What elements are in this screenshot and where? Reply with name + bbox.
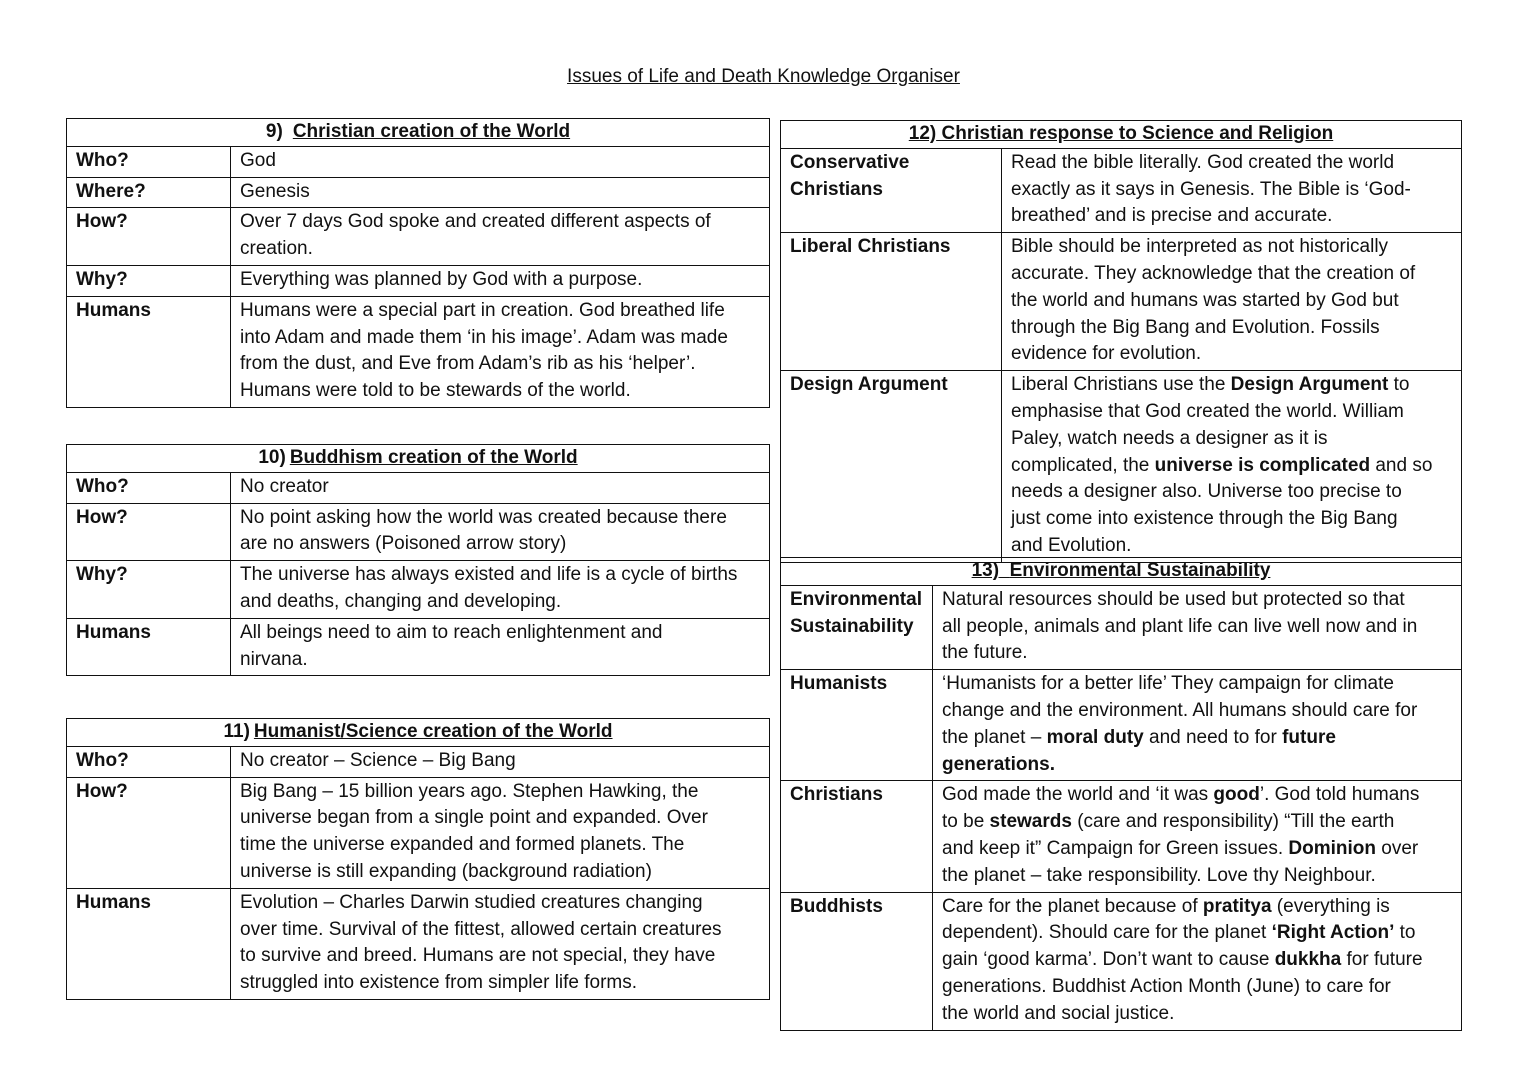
christian-creation-table bbox=[66, 118, 770, 408]
row-text: Big Bang – 15 billion years ago. Stephen Hawking, the universe began from a single point and expanded. Over time the universe expanded and formed planets. The universe is still expanding (background radiation) bbox=[231, 777, 770, 888]
section-title: Humanist/Science creation of the World bbox=[253, 721, 613, 742]
table-header-row bbox=[781, 558, 1462, 586]
bold-term: moral duty bbox=[1046, 726, 1144, 748]
row-label: Why? bbox=[67, 561, 231, 619]
row-label: Where? bbox=[67, 177, 231, 208]
section-number: 12) bbox=[908, 123, 937, 144]
table-header-row bbox=[67, 445, 770, 473]
table-row bbox=[781, 892, 1462, 1030]
row-label: Who? bbox=[67, 472, 231, 503]
row-text: No creator – Science – Big Bang bbox=[231, 746, 770, 777]
bold-term: dukkha bbox=[1274, 949, 1342, 971]
row-text: Liberal Christians use the Design Argument to emphasise that God created the world. William Paley, watch needs a designer as it is complicated, the universe is complicated and so needs a designer also. Universe too precise to just come into existence through the Big Bang and Evolution. bbox=[1002, 371, 1462, 563]
row-label: Humans bbox=[67, 296, 231, 407]
table-row bbox=[67, 777, 770, 888]
bold-term: pratitya bbox=[1202, 895, 1272, 917]
row-text: Natural resources should be used but protected so that all people, animals and plant life can live well now and in the future. bbox=[933, 585, 1462, 669]
bold-term: stewards bbox=[989, 811, 1072, 833]
section-title: Christian creation of the World bbox=[292, 121, 571, 142]
bold-term: ‘Right Action’ bbox=[1271, 922, 1395, 944]
bold-term: good bbox=[1213, 784, 1260, 806]
table-row bbox=[781, 233, 1462, 371]
row-text: No point asking how the world was created because there are no answers (Poisoned arrow story) bbox=[231, 503, 770, 561]
row-label bbox=[781, 148, 1002, 232]
table-row bbox=[67, 618, 770, 676]
buddhism-creation-heading bbox=[67, 445, 770, 473]
page-title: Issues of Life and Death Knowledge Organiser bbox=[567, 66, 960, 87]
humanist-creation-heading bbox=[67, 719, 770, 747]
section-title: Christian response to Science and Religion bbox=[941, 123, 1334, 144]
row-label: Who? bbox=[67, 146, 231, 177]
row-text: Humans were a special part in creation. God breathed life into Adam and made them ‘in his image’. Adam was made from the dust, and Eve from Adam’s rib as his ‘helper’. Humans were told to be stewards of the world. bbox=[231, 296, 770, 407]
row-text: The universe has always existed and life is a cycle of births and deaths, changing and developing. bbox=[231, 561, 770, 619]
row-label: How? bbox=[67, 777, 231, 888]
sustainability-heading bbox=[781, 558, 1462, 586]
row-text: God made the world and ‘it was good’. God told humans to be stewards (care and responsibility) “Till the earth and keep it” Campaign for Green issues. Dominion over the planet – take responsibility. Love thy Neighbour. bbox=[933, 781, 1462, 892]
row-label: Liberal Christians bbox=[781, 233, 1002, 371]
table-row bbox=[781, 148, 1462, 232]
section-number: 10) bbox=[258, 447, 286, 468]
table-row bbox=[67, 561, 770, 619]
table-row bbox=[781, 371, 1462, 563]
label-line: Sustainability bbox=[790, 615, 914, 637]
label-line: Environmental bbox=[790, 588, 922, 610]
table-row bbox=[67, 208, 770, 266]
sustainability-table bbox=[780, 557, 1462, 1031]
table-row bbox=[781, 781, 1462, 892]
table-row bbox=[67, 503, 770, 561]
table-header-row bbox=[67, 119, 770, 147]
table-header-row bbox=[781, 121, 1462, 149]
table-header-row bbox=[67, 719, 770, 747]
humanist-creation-table bbox=[66, 718, 770, 1000]
row-text: Evolution – Charles Darwin studied creatures changing over time. Survival of the fittest, allowed certain creatures to survive and breed. Humans are not special, they have struggled into existence from simpler life forms. bbox=[231, 888, 770, 999]
row-text: All beings need to aim to reach enlightenment and nirvana. bbox=[231, 618, 770, 676]
row-text: Bible should be interpreted as not historically accurate. They acknowledge that the creation of the world and humans was started by God but through the Big Bang and Evolution. Fossils evidence for evolution. bbox=[1002, 233, 1462, 371]
row-label: How? bbox=[67, 503, 231, 561]
label-line: Conservative bbox=[790, 151, 910, 173]
row-text: No creator bbox=[231, 472, 770, 503]
table-row bbox=[67, 746, 770, 777]
table-row bbox=[67, 177, 770, 208]
row-label: Buddhists bbox=[781, 892, 933, 1030]
section-number: 11) bbox=[223, 721, 250, 742]
table-row bbox=[781, 585, 1462, 669]
section-number: 9) bbox=[265, 121, 283, 142]
table-row bbox=[67, 265, 770, 296]
table-row bbox=[781, 670, 1462, 781]
row-label: Humans bbox=[67, 888, 231, 999]
table-row bbox=[67, 296, 770, 407]
row-text: Everything was planned by God with a purpose. bbox=[231, 265, 770, 296]
science-religion-heading bbox=[781, 121, 1462, 149]
christian-creation-heading bbox=[67, 119, 770, 147]
row-text: Over 7 days God spoke and created different aspects of creation. bbox=[231, 208, 770, 266]
section-title: Buddhism creation of the World bbox=[289, 447, 578, 468]
row-label: Design Argument bbox=[781, 371, 1002, 563]
table-row bbox=[67, 472, 770, 503]
buddhism-creation-table bbox=[66, 444, 770, 676]
row-text: Genesis bbox=[231, 177, 770, 208]
bold-term: Dominion bbox=[1288, 837, 1377, 859]
row-label bbox=[781, 585, 933, 669]
row-text: ‘Humanists for a better life’ They campaign for climate change and the environment. All humans should care for the planet – moral duty and need to for future generations. bbox=[933, 670, 1462, 781]
bold-term: universe is complicated bbox=[1154, 454, 1371, 476]
table-row bbox=[67, 888, 770, 999]
row-text: God bbox=[231, 146, 770, 177]
section-title: Environmental Sustainability bbox=[1009, 560, 1271, 581]
row-label: Who? bbox=[67, 746, 231, 777]
table-row bbox=[67, 146, 770, 177]
science-religion-table bbox=[780, 120, 1462, 563]
bold-term: Design Argument bbox=[1230, 374, 1389, 396]
row-label: Humanists bbox=[781, 670, 933, 781]
bold-term: future generations. bbox=[942, 726, 1336, 775]
row-label: Christians bbox=[781, 781, 933, 892]
section-number: 13) bbox=[971, 560, 1000, 581]
label-line: Christians bbox=[790, 178, 883, 200]
row-label: Why? bbox=[67, 265, 231, 296]
row-label: Humans bbox=[67, 618, 231, 676]
row-label: How? bbox=[67, 208, 231, 266]
row-text: Care for the planet because of pratitya (everything is dependent). Should care for the planet ‘Right Action’ to gain ‘good karma’. Don’t want to cause dukkha for future generations. Buddhist Action Month (June) to care for the world and social justice. bbox=[933, 892, 1462, 1030]
row-text: Read the bible literally. God created the world exactly as it says in Genesis. The Bible is ‘God- breathed’ and is precise and accurate. bbox=[1002, 148, 1462, 232]
